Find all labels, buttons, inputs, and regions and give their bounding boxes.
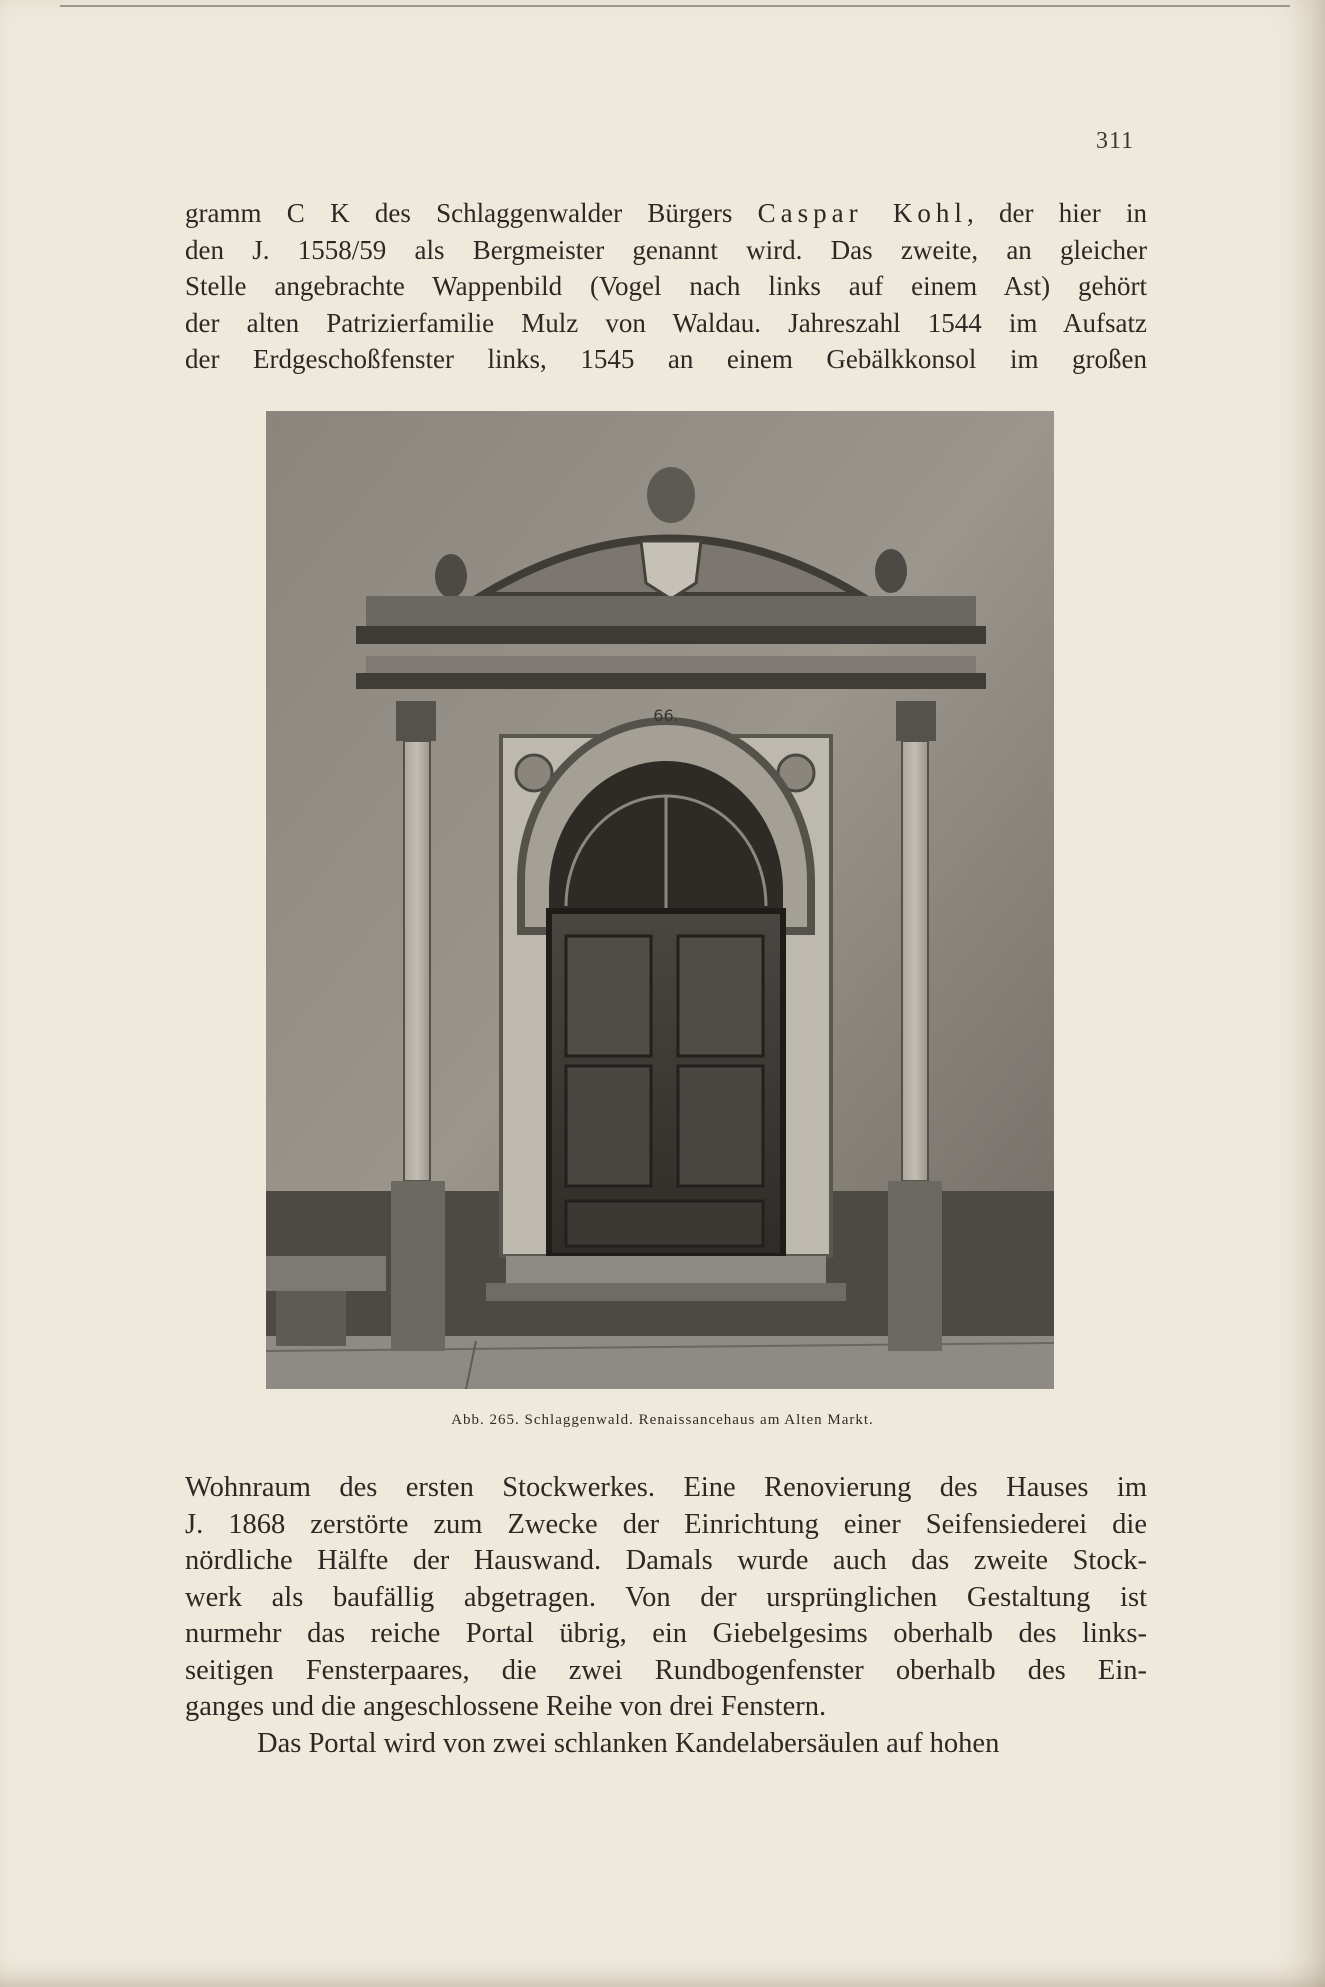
figure-caption: Abb. 265. Schlaggenwald. Renaissancehaus am Alten Markt. xyxy=(451,1412,874,1428)
name-spaced: Caspar Kohl xyxy=(757,198,967,228)
paragraph-bottom xyxy=(185,1470,1147,1762)
text-line: der alten Patrizierfamilie Mulz von Waldau. Jahreszahl 1544 im Aufsatz xyxy=(185,307,1147,338)
text-line: Das Portal wird von zwei schlanken Kandelabersäulen auf hohen xyxy=(257,1727,1000,1759)
page-edge-rule xyxy=(60,5,1290,7)
paragraph-top xyxy=(185,195,1147,378)
text-line: nurmehr das reiche Portal übrig, ein Giebelgesims oberhalb des links- xyxy=(185,1618,1147,1649)
door-number: 66. xyxy=(653,706,679,725)
text-line: nördliche Hälfte der Hauswand. Damals wurde auch das zweite Stock- xyxy=(185,1545,1147,1576)
text-line: den J. 1558/59 als Bergmeister genannt wird. Das zweite, an gleicher xyxy=(185,234,1147,265)
text-line: werk als baufällig abgetragen. Von der ursprünglichen Gestaltung ist xyxy=(185,1581,1147,1613)
text-line: Wohnraum des ersten Stockwerkes. Eine Renovierung des Hauses im xyxy=(185,1472,1147,1503)
portal-photograph xyxy=(266,411,1054,1389)
text-line: gramm C K des Schlaggenwalder Bürgers Caspar Kohl, der hier in xyxy=(185,198,1148,228)
text-line: seitigen Fensterpaares, die zwei Rundbogenfenster oberhalb des Ein- xyxy=(185,1654,1147,1686)
text-line: J. 1868 zerstörte zum Zwecke der Einrichtung einer Seifensiederei die xyxy=(185,1508,1147,1540)
text-line: der Erdgeschoßfenster links, 1545 an einem Gebälkkonsol im großen xyxy=(185,344,1147,374)
page-number: 311 xyxy=(1096,128,1135,154)
text-line: Stelle angebrachte Wappenbild (Vogel nach links auf einem Ast) gehört xyxy=(185,271,1147,301)
text-line: ganges und die angeschlossene Reihe von drei Fenstern. xyxy=(185,1691,827,1722)
